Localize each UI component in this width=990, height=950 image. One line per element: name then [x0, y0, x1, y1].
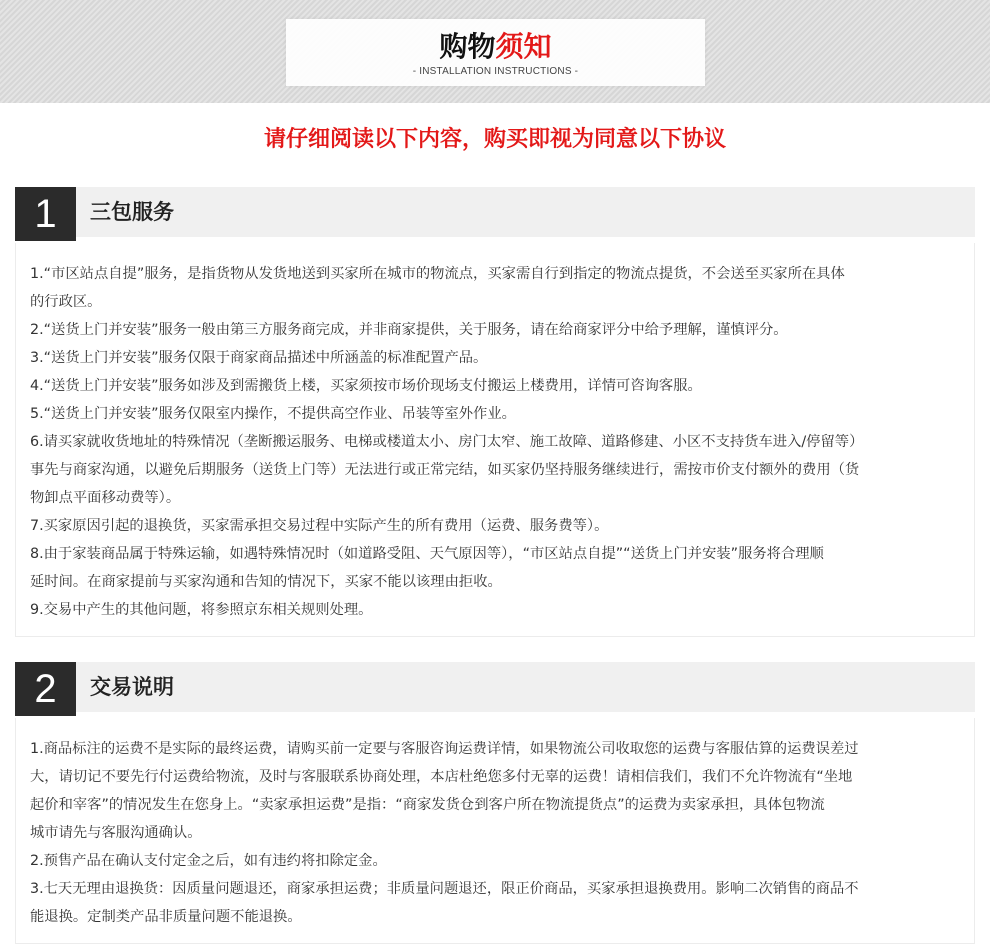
text-line: 延时间。在商家提前与买家沟通和告知的情况下，买家不能以该理由拒收。: [30, 574, 502, 590]
text-line: 物卸点平面移动费等）。: [30, 490, 181, 506]
banner: [0, 0, 990, 103]
text-line: 事先与商家沟通，以避免后期服务（送货上门等）无法进行或正常完结，如买家仍坚持服务继续进行，需按市价支付额外的费用（货: [30, 462, 860, 478]
section-number-badge: 2: [15, 662, 76, 716]
text-line: 3.“送货上门并安装”服务仅限于商家商品描述中所涵盖的标准配置产品。: [30, 350, 488, 366]
text-line: 1.商品标注的运费不是实际的最终运费，请购买前一定要与客服咨询运费详情，如果物流公司收取您的运费与客服估算的运费误差过: [30, 741, 859, 757]
banner-title-card: [286, 19, 705, 86]
text-line: 7.买家原因引起的退换货，买家需承担交易过程中实际产生的所有费用（运费、服务费等）。: [30, 518, 609, 534]
section-header: [15, 662, 975, 716]
text-line: 的行政区。: [30, 294, 102, 310]
text-line: 1.“市区站点自提”服务，是指货物从发货地送到买家所在城市的物流点，买家需自行到指定的物流点提货，不会送至买家所在具体: [30, 266, 845, 282]
page-title-red: 须知: [495, 30, 552, 63]
text-line: 大，请切记不要先行付运费给物流，及时与客服联系协商处理，本店杜绝您多付无辜的运费！请相信我们，我们不允许物流有“坐地: [30, 769, 853, 785]
text-line: 4.“送货上门并安装”服务如涉及到需搬货上楼，买家须按市场价现场支付搬运上楼费用，详情可咨询客服。: [30, 378, 702, 394]
text-line: 起价和宰客”的情况发生在您身上。“卖家承担运费”是指：“商家发货仓到客户所在物流提货点”的运费为卖家承担，具体包物流: [30, 797, 825, 813]
section-transaction-notes: [15, 662, 975, 944]
text-line: 2.“送货上门并安装”服务一般由第三方服务商完成，并非商家提供，关于服务，请在给商家评分中给予理解，谨慎评分。: [30, 322, 788, 338]
text-line: 8.由于家装商品属于特殊运输，如遇特殊情况时（如道路受阻、天气原因等），“市区站点自提”“送货上门并安装”服务将合理顺: [30, 546, 824, 562]
agreement-notice: 请仔细阅读以下内容，购买即视为同意以下协议: [263, 127, 726, 152]
page-subtitle: - INSTALLATION INSTRUCTIONS -: [412, 66, 579, 77]
section-title: 交易说明: [90, 675, 174, 699]
text-line: 城市请先与客服沟通确认。: [30, 825, 202, 841]
text-line: 5.“送货上门并安装”服务仅限室内操作，不提供高空作业、吊装等室外作业。: [30, 406, 516, 422]
section-warranty-service: [15, 187, 975, 637]
section-number-badge: 1: [15, 187, 76, 241]
section-header: [15, 187, 975, 241]
section-body: [15, 243, 975, 637]
page-title-black: 购物: [439, 30, 496, 63]
text-line: 3.七天无理由退换货：因质量问题退还，商家承担运费；非质量问题退还，限正价商品，买家承担退换费用。影响二次销售的商品不: [30, 881, 859, 897]
text-line: 能退换。定制类产品非质量问题不能退换。: [30, 909, 302, 925]
text-line: 2.预售产品在确认支付定金之后，如有违约将扣除定金。: [30, 853, 387, 869]
page-title: [286, 29, 705, 65]
section-body: [15, 718, 975, 944]
text-line: 6.请买家就收货地址的特殊情况（垄断搬运服务、电梯或楼道太小、房门太窄、施工故障、道路修建、小区不支持货车进入/停留等）: [30, 434, 864, 450]
section-title: 三包服务: [90, 200, 174, 224]
text-line: 9.交易中产生的其他问题，将参照京东相关规则处理。: [30, 602, 373, 618]
